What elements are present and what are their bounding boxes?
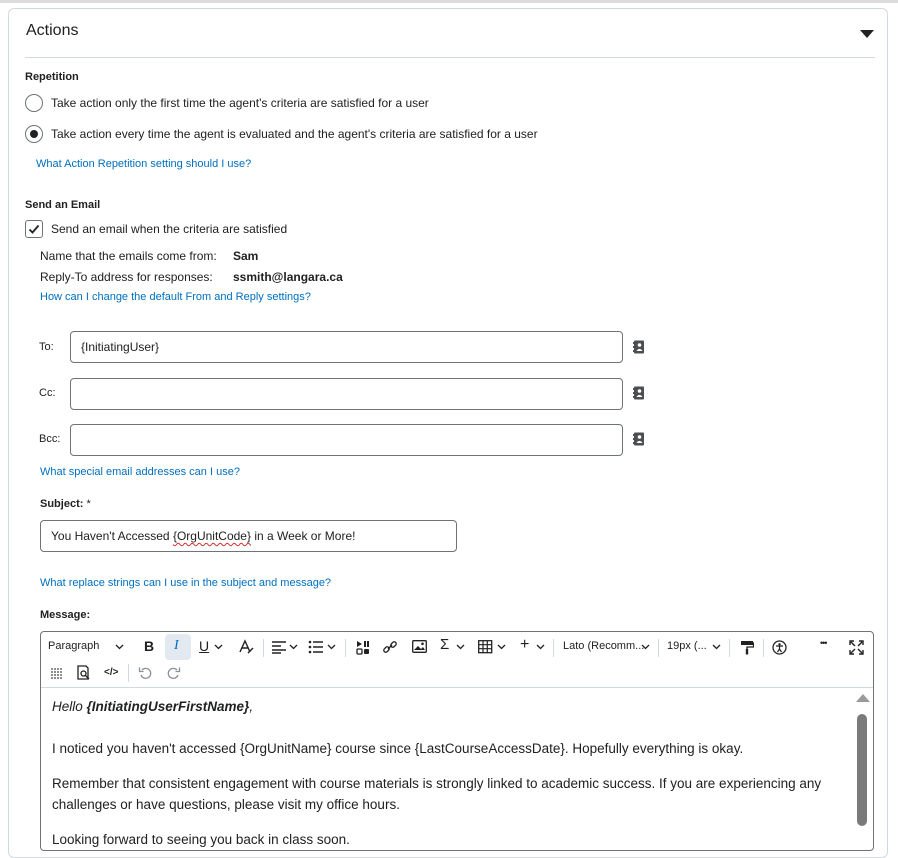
- address-book-icon[interactable]: [633, 432, 645, 446]
- font-family-select[interactable]: Lato (Recomm...: [563, 640, 645, 652]
- replace-strings-link[interactable]: What replace strings can I use in the subject and message?: [40, 577, 332, 589]
- to-field[interactable]: {InitiatingUser}: [70, 331, 623, 363]
- chevron-down-icon: [327, 644, 336, 650]
- link-icon[interactable]: [382, 639, 398, 655]
- subject-prefix: You Haven't Accessed: [51, 529, 173, 543]
- italic-button[interactable]: I: [174, 638, 179, 653]
- toolbar-separator: [263, 639, 264, 657]
- send-email-checkbox-label[interactable]: Send an email when the criteria are satisfied: [51, 222, 288, 236]
- paragraph-select[interactable]: [48, 640, 99, 652]
- send-email-heading: Send an Email: [25, 199, 101, 211]
- subject-label: [40, 498, 91, 510]
- format-painter-icon[interactable]: [740, 640, 754, 655]
- title-divider: [25, 57, 875, 58]
- send-email-checkbox[interactable]: [25, 220, 43, 238]
- toolbar-separator: [658, 639, 659, 657]
- paragraph-select-label: Paragraph: [48, 640, 100, 652]
- top-border: [0, 0, 898, 3]
- insert-media-icon[interactable]: [355, 639, 371, 655]
- required-mark: *: [86, 498, 91, 510]
- cc-label: Cc:: [39, 387, 56, 399]
- chevron-down-icon: [497, 644, 506, 650]
- greeting-prefix: Hello: [52, 699, 87, 714]
- message-paragraph-1: I noticed you haven't accessed {OrgUnitName} course since {LastCourseAccessDate}. Hopefully everything is okay.: [52, 741, 744, 756]
- check-icon: [28, 223, 40, 235]
- subject-suffix: in a Week or More!: [250, 529, 356, 543]
- repetition-help-link[interactable]: What Action Repetition setting should I use?: [36, 158, 252, 170]
- greeting-suffix: ,: [249, 699, 254, 714]
- to-label: To:: [39, 341, 54, 353]
- text-color-icon[interactable]: [238, 639, 254, 655]
- image-icon[interactable]: [412, 640, 427, 653]
- toolbar-separator: [128, 664, 129, 682]
- address-book-icon[interactable]: [633, 340, 645, 354]
- toolbar-separator: [729, 639, 730, 657]
- subject-token: {OrgUnitCode}: [172, 529, 251, 543]
- editor-content[interactable]: [52, 696, 832, 850]
- chevron-down-icon: [214, 644, 223, 650]
- accessibility-icon[interactable]: [772, 640, 787, 655]
- radio-every-time[interactable]: [25, 125, 43, 143]
- font-size-select[interactable]: 19px (...: [667, 640, 707, 652]
- greeting-line: [52, 696, 832, 717]
- underline-button[interactable]: U: [199, 638, 210, 654]
- redo-icon[interactable]: [166, 665, 181, 680]
- toolbar-divider: [41, 687, 873, 688]
- toolbar-separator: [553, 639, 554, 657]
- toolbar-separator: [345, 639, 346, 657]
- scroll-up-arrow-icon[interactable]: [856, 694, 870, 702]
- editor-scrollbar[interactable]: [856, 692, 868, 852]
- message-label: Message:: [40, 609, 91, 621]
- radio-first-time[interactable]: [25, 94, 43, 112]
- align-icon[interactable]: [271, 640, 287, 654]
- chevron-down-icon: [536, 644, 545, 650]
- from-name-value: Sam: [233, 249, 259, 263]
- address-book-icon[interactable]: [633, 386, 645, 400]
- message-editor[interactable]: [40, 631, 874, 851]
- reply-to-label: Reply-To address for responses:: [40, 270, 213, 284]
- code-view-icon[interactable]: </>: [104, 667, 119, 678]
- source-view-icon[interactable]: [50, 667, 64, 679]
- subject-label-text: Subject:: [40, 498, 84, 510]
- bcc-label: Bcc:: [39, 433, 61, 445]
- message-paragraph-3: Looking forward to seeing you back in class soon.: [52, 832, 350, 847]
- chevron-down-icon: [712, 644, 721, 650]
- radio-selected-dot: [30, 130, 38, 138]
- insert-plus-icon[interactable]: +: [520, 636, 530, 653]
- equation-icon[interactable]: Σ: [440, 636, 450, 653]
- toolbar-separator: [763, 639, 764, 657]
- greeting-token: {InitiatingUserFirstName}: [86, 699, 250, 714]
- message-paragraph-2: Remember that consistent engagement with course materials is strongly linked to academic success. If you are experiencing any challenges or have questions, please visit my office hours.: [52, 776, 822, 812]
- more-options-button[interactable]: •••: [820, 638, 827, 648]
- table-icon[interactable]: [478, 640, 493, 654]
- bcc-field[interactable]: [70, 424, 623, 456]
- chevron-down-icon: [641, 644, 650, 650]
- collapse-caret-icon[interactable]: [860, 30, 874, 38]
- reply-to-value: ssmith@langara.ca: [233, 270, 343, 284]
- repetition-heading: Repetition: [25, 71, 79, 83]
- scroll-thumb[interactable]: [857, 714, 867, 826]
- bold-button[interactable]: B: [144, 638, 155, 654]
- fullscreen-icon[interactable]: [849, 640, 864, 655]
- chevron-down-icon: [115, 644, 124, 650]
- from-name-label: Name that the emails come from:: [40, 249, 217, 263]
- cc-field[interactable]: [70, 378, 623, 410]
- chevron-down-icon: [289, 644, 298, 650]
- panel-title: Actions: [26, 22, 79, 39]
- radio-first-time-label[interactable]: Take action only the first time the agent's criteria are satisfied for a user: [51, 96, 429, 110]
- list-icon[interactable]: [308, 640, 324, 654]
- special-addresses-link[interactable]: What special email addresses can I use?: [40, 466, 240, 478]
- undo-icon[interactable]: [138, 665, 153, 680]
- radio-every-time-label[interactable]: Take action every time the agent is evaluated and the agent's criteria are satisfied for a user: [51, 127, 538, 141]
- preview-icon[interactable]: [76, 665, 92, 681]
- defaults-help-link[interactable]: How can I change the default From and Reply settings?: [40, 291, 311, 303]
- chevron-down-icon: [456, 644, 465, 650]
- subject-field[interactable]: [40, 520, 457, 552]
